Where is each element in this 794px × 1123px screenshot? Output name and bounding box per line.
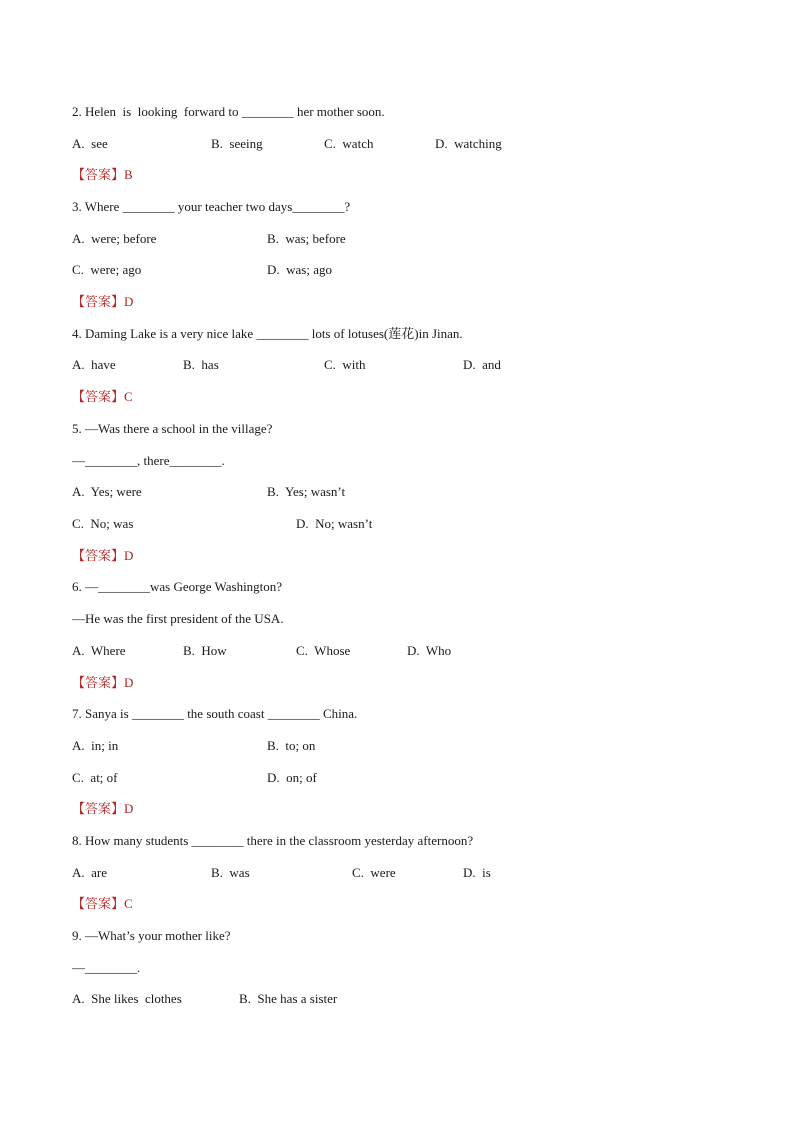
question-6-option-d[interactable]: D. Who (407, 643, 452, 658)
question-4-option-a[interactable]: A. have (72, 357, 116, 372)
question-9-option-a[interactable]: A. She likes clothes (72, 991, 182, 1006)
question-4-option-d[interactable]: D. and (463, 357, 501, 372)
question-3-option-d[interactable]: D. was; ago (267, 262, 332, 277)
question-2-option-c[interactable]: C. watch (324, 136, 374, 151)
question-5-option-a[interactable]: A. Yes; were (72, 484, 142, 499)
question-3-option-c[interactable]: C. were; ago (72, 262, 142, 277)
question-7-stem: 7. Sanya is ________ the south coast ________ China. (72, 706, 358, 721)
question-8-option-c[interactable]: C. were (352, 865, 396, 880)
question-6-stem: 6. —________was George Washington? (72, 579, 283, 594)
question-5-option-b[interactable]: B. Yes; wasn’t (267, 484, 346, 499)
question-2-answer: 【答案】B (72, 167, 133, 182)
question-4-answer: 【答案】C (72, 389, 133, 404)
question-5-stem: 5. —Was there a school in the village? (72, 421, 273, 436)
question-3-answer: 【答案】D (72, 294, 134, 309)
question-4-stem: 4. Daming Lake is a very nice lake ________ lots of lotuses(莲花)in Jinan. (72, 326, 463, 341)
question-7-option-a[interactable]: A. in; in (72, 738, 119, 753)
question-8-stem: 8. How many students ________ there in the classroom yesterday afternoon? (72, 833, 474, 848)
question-4-option-c[interactable]: C. with (324, 357, 366, 372)
question-5-answer: 【答案】D (72, 548, 134, 563)
question-8-option-d[interactable]: D. is (463, 865, 491, 880)
question-2-option-d[interactable]: D. watching (435, 136, 502, 151)
question-8-option-b[interactable]: B. was (211, 865, 250, 880)
question-8-answer: 【答案】C (72, 896, 133, 911)
question-3-stem: 3. Where ________ your teacher two days________? (72, 199, 351, 214)
question-3-option-a[interactable]: A. were; before (72, 231, 157, 246)
question-5-response: —________, there________. (72, 453, 225, 468)
question-9-response: —________. (72, 960, 141, 975)
question-7-option-b[interactable]: B. to; on (267, 738, 316, 753)
question-6-answer: 【答案】D (72, 675, 134, 690)
question-7-answer: 【答案】D (72, 801, 134, 816)
question-2-stem: 2. Helen is looking forward to ________ her mother soon. (72, 104, 385, 119)
question-6-option-a[interactable]: A. Where (72, 643, 126, 658)
question-4-option-b[interactable]: B. has (183, 357, 219, 372)
question-9-option-b[interactable]: B. She has a sister (239, 991, 338, 1006)
question-7-option-c[interactable]: C. at; of (72, 770, 118, 785)
question-6-response: —He was the first president of the USA. (72, 611, 284, 626)
question-2-option-b[interactable]: B. seeing (211, 136, 263, 151)
question-3-option-b[interactable]: B. was; before (267, 231, 346, 246)
question-6-option-c[interactable]: C. Whose (296, 643, 351, 658)
question-9-stem: 9. —What’s your mother like? (72, 928, 231, 943)
question-8-option-a[interactable]: A. are (72, 865, 108, 880)
question-5-option-c[interactable]: C. No; was (72, 516, 134, 531)
question-2-option-a[interactable]: A. see (72, 136, 108, 151)
question-7-option-d[interactable]: D. on; of (267, 770, 317, 785)
question-6-option-b[interactable]: B. How (183, 643, 227, 658)
question-5-option-d[interactable]: D. No; wasn’t (296, 516, 373, 531)
